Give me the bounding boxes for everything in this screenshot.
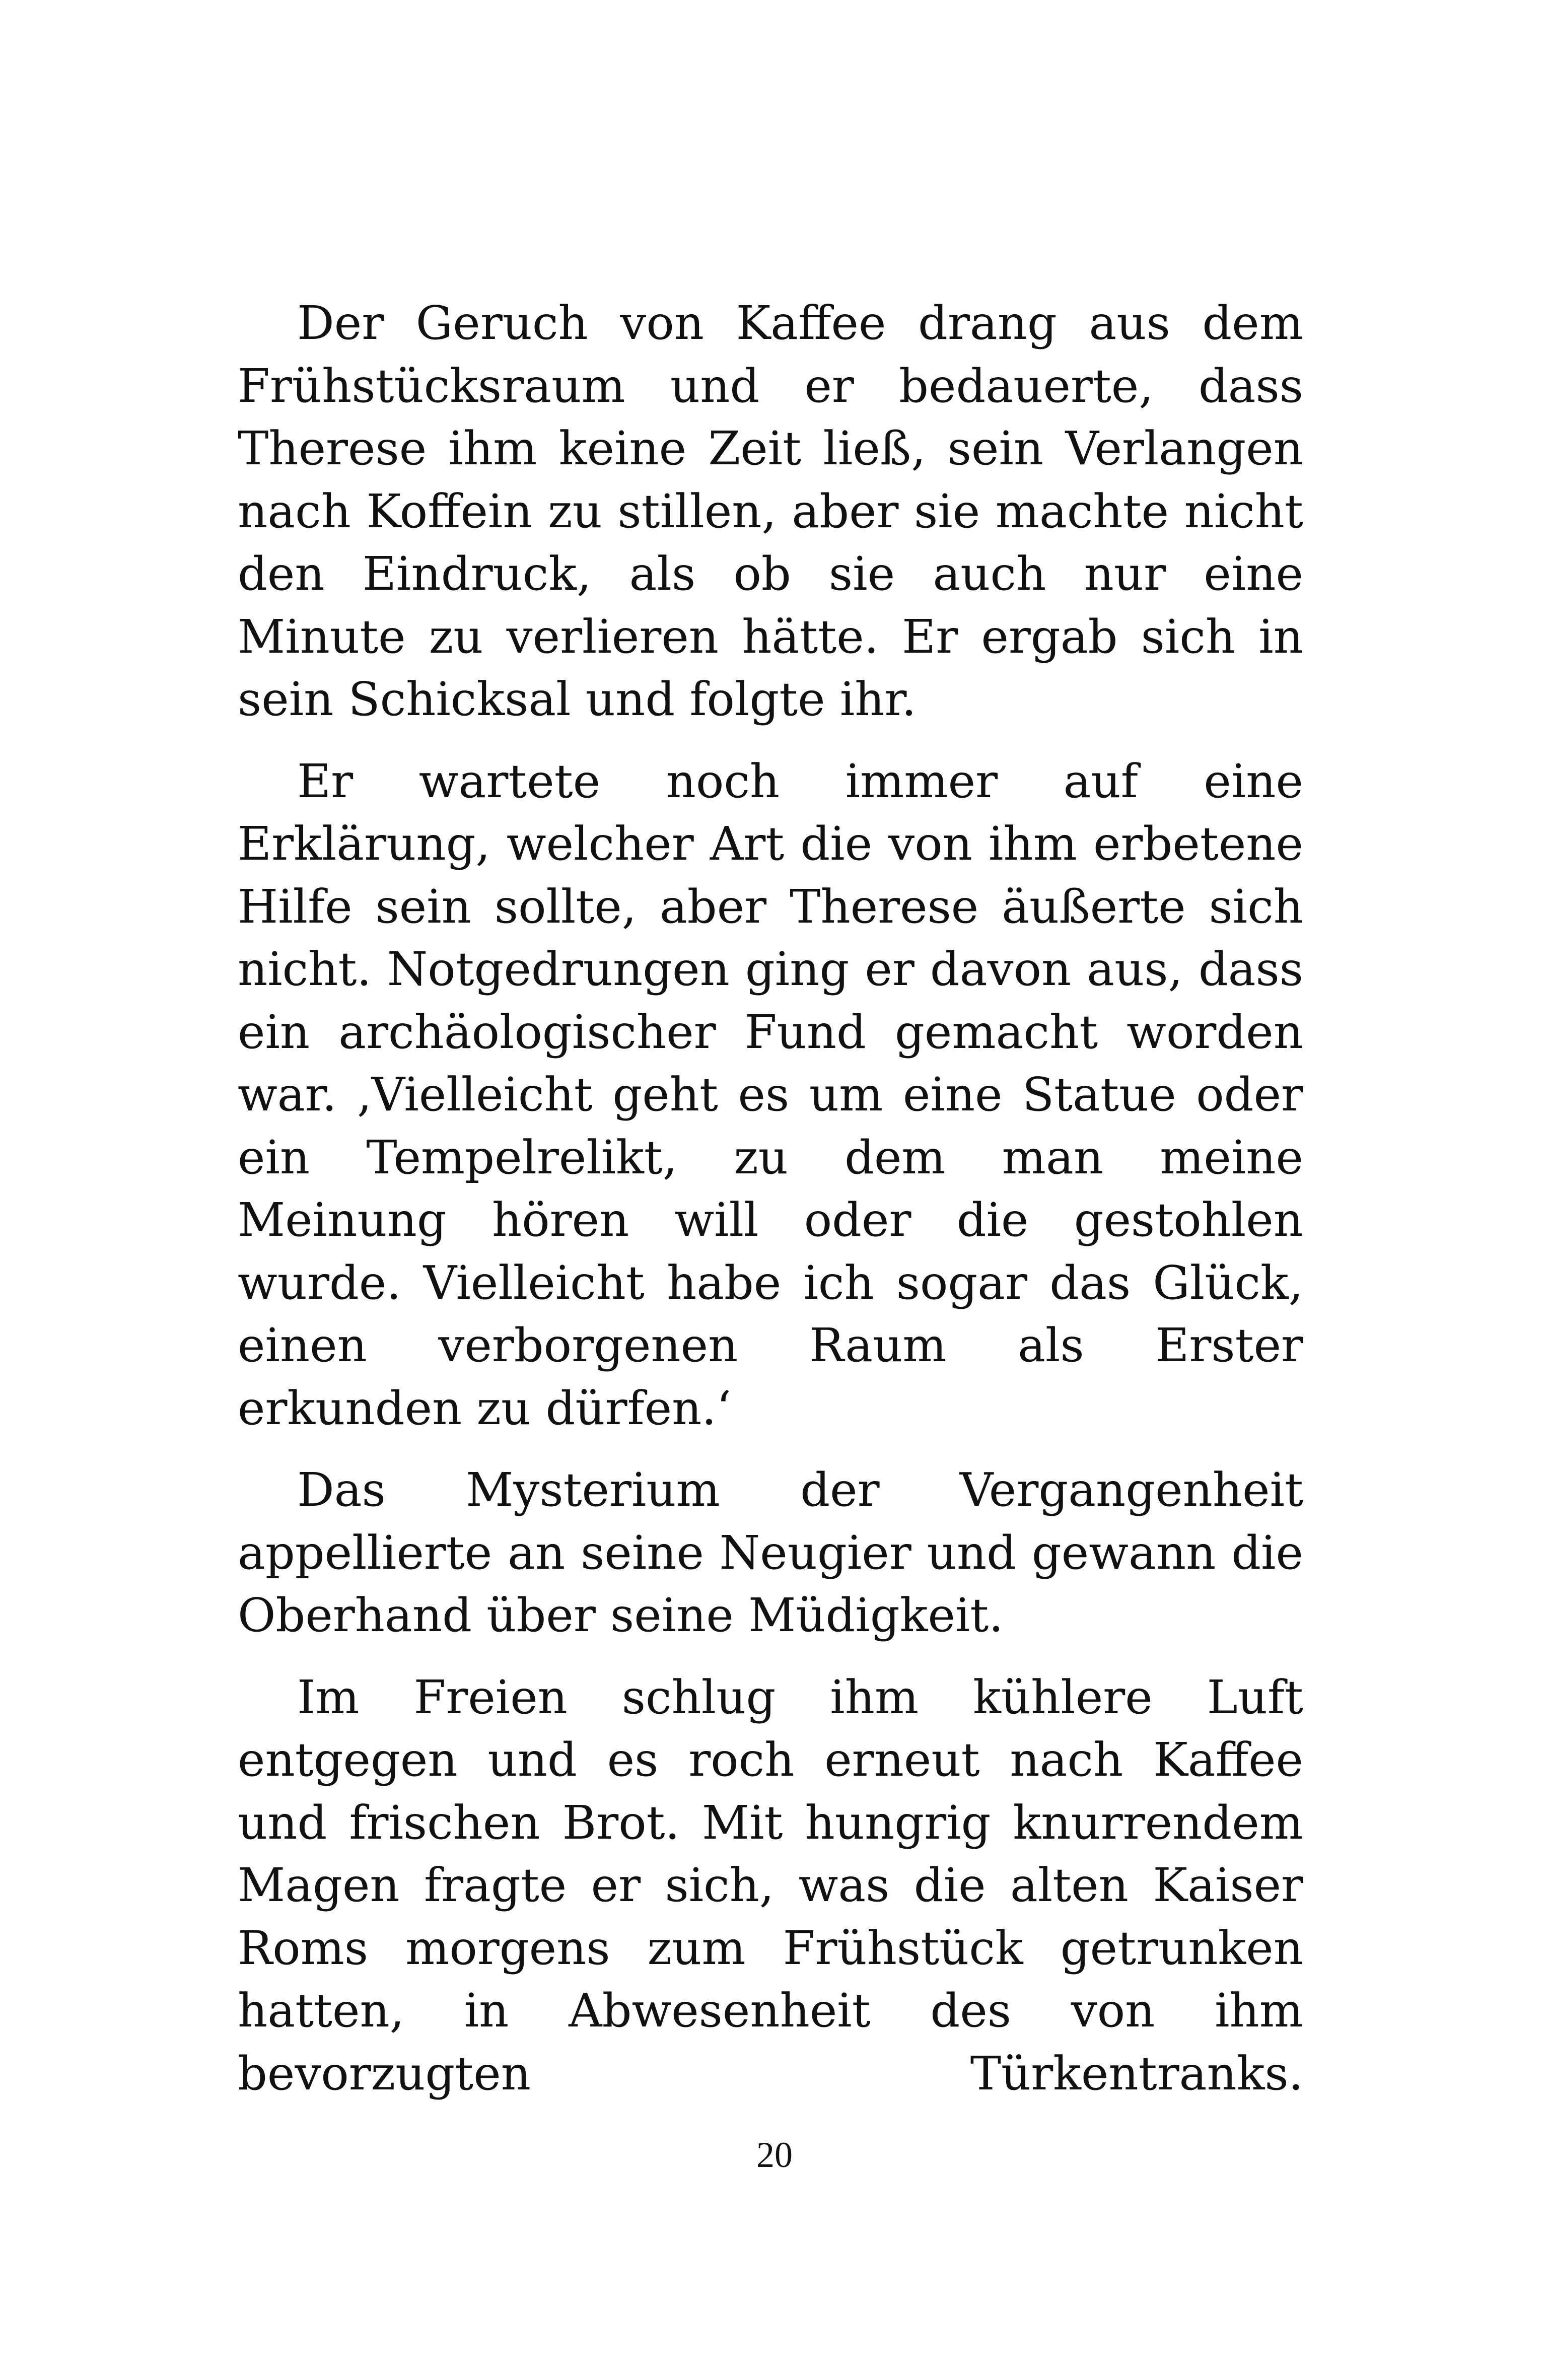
body-text [238,292,1303,2124]
paragraph-2: Er wartete noch immer auf eine Erklärung, welcher Art die von ihm erbetene Hilfe sein sollte, aber Therese äußerte sich nicht. Notgedrungen ging er davon aus, dass ein archäologischer Fund gemacht worden war. ‚Vielleicht geht es um eine Statue oder ein Tempelrelikt, zu dem man meine Meinung hören will oder die gestohlen wurde. Vielleicht habe ich sogar das Glück, einen verborgenen Raum als Erster erkunden zu dürfen.‘ [238,754,1303,1435]
paragraph-3: Das Mysterium der Vergangenheit appellierte an seine Neugier und gewann die Oberhand über seine Müdigkeit. [238,1463,1303,1642]
page-number: 20 [756,2135,793,2175]
paragraph-4: Im Freien schlug ihm kühlere Luft entgegen und es roch erneut nach Kaffee und frischen Brot. Mit hungrig knurrendem Magen fragte er sich, was die alten Kaiser Roms morgens zum Frühstück getrunken hatten, in Abwesenheit des von ihm bevorzugten Türkentranks. [238,1670,1303,2101]
paragraph-1: Der Geruch von Kaffee drang aus dem Frühstücksraum und er bedauerte, dass Therese ihm keine Zeit ließ, sein Verlangen nach Koffein zu stillen, aber sie machte nicht den Eindruck, als ob sie auch nur eine Minute zu verlieren hätte. Er ergab sich in sein Schicksal und folgte ihr. [238,296,1303,726]
